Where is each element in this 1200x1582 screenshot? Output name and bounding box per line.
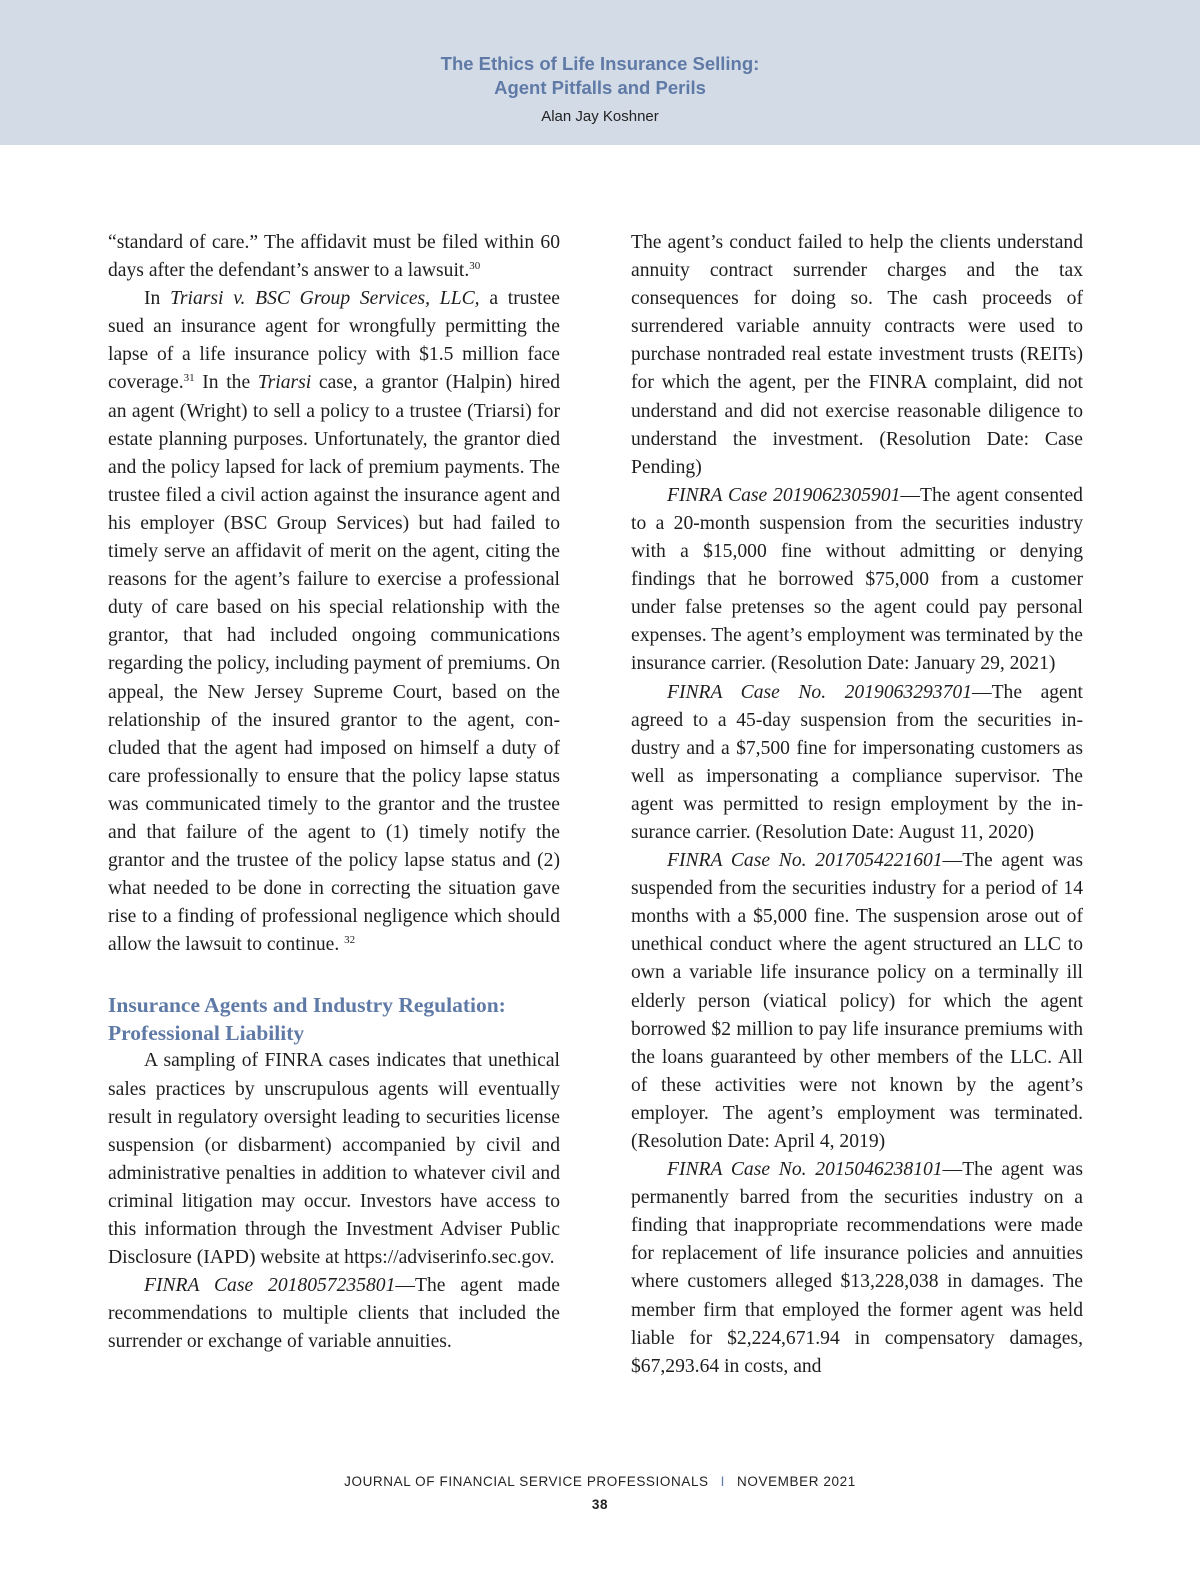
paragraph-finra-sampling: A sampling of FINRA cases indicates that unethical sales practices by unscrupulous agents will eventually result in regulatory oversight leading to securities license suspension (or disbarment) accompanied by civil and administrative penalties in addition to whatever civil and criminal litigation may occur. Investors have access to this information through the Investment Adviser Public Disclosure (IAPD) website at https://adviserinfo.sec.gov. [108, 1050, 560, 1269]
paragraph-finra-case-2019063293701: FINRA Case No. 2019063293701—The agent agreed to a 45-day suspension from the securities industry and a $7,500 fine for impersonating customers as well as impersonating a compliance supervisor. The agent was permitted to resign employment by the insurance carrier. (Resolution Date: August 11, 2020) [631, 681, 1083, 843]
paragraph-annuity-conduct: The agent’s conduct failed to help the clients understand annuity contract surrender charges and the tax consequences for doing so. The cash proceeds of surrendered variable annuity contracts were used to purchase nontraded real estate investment trusts (REITs) for which the agent, per the FINRA complaint, did not understand and did not exercise reasonable diligence to understand the investment. (Resolution Date: Case Pending) [631, 232, 1083, 478]
case-id: FINRA Case No. 2015046238101 [667, 1159, 943, 1181]
section-heading: Insurance Agents and Industry Regulation: Professional Liability [108, 993, 506, 1046]
journal-name: JOURNAL OF FINANCIAL SERVICE PROFESSIONALS [344, 1474, 709, 1489]
case-id: FINRA Case 2019062305901 [667, 484, 901, 506]
footnote-ref-30: 30 [469, 260, 481, 273]
paragraph-finra-case-2017054221601: FINRA Case No. 2017054221601—The agent was suspended from the securities industry for a period of 14 months with a $5,000 fine. The suspension arose out of unethical conduct where the agent structured an LLC to own a variable life insurance policy on a terminally ill elderly person (viatical policy) for which the agent borrowed $2 million to pay life insurance premiums with the loans guaranteed by other members of the LLC. All of these activities were not known by the agent’s employer. The agent’s employment was terminated. (Resolution Date: April 4, 2019) [631, 850, 1083, 1152]
page-footer [0, 1474, 1200, 1512]
left-column [108, 229, 560, 1356]
article-title-line-2: Agent Pitfalls and Perils [494, 77, 706, 98]
footer-journal-line [0, 1474, 1200, 1489]
paragraph-finra-case-2015046238101: FINRA Case No. 2015046238101—The agent was permanently barred from the securities industry on a finding that inappropriate recommendations were made for replacement of life insurance policies and annuities where customers alleged $13,228,038 in damages. The member firm that employed the former agent was held liable for $2,224,671.94 in compensatory damages, $67,293.64 in costs, and [631, 1159, 1083, 1377]
case-id: FINRA Case No. 2019063293701 [667, 681, 972, 703]
case-short-name-triarsi: Triarsi [257, 372, 312, 394]
footnote-ref-31: 31 [183, 372, 195, 385]
case-name-triarsi: Triarsi v. BSC Group Services, LLC, [170, 288, 480, 310]
running-header [0, 0, 1200, 145]
case-id: FINRA Case No. 2017054221601 [667, 850, 943, 872]
paragraph-triarsi: In Triarsi v. BSC Group Services, LLC, a trustee sued an insurance agent for wrongfully permitting the lapse of a life insurance policy with $1.5 million face coverage.$^{31}$ In the Triarsi case, a grantor (Halpin) hired an agent (Wright) to sell a policy to a trustee (Triarsi) for estate planning purposes. Unfortunately, the grantor died and the policy lapsed for lack of premium payments. The trustee filed a civil action against the insurance agent and his employer (BSC Group Services) but had failed to timely serve an affidavit of merit on the agent, citing the reasons for the agent’s failure to exercise a professional duty of care based on his special relationship with the grantor, that had included ongoing communications regarding the policy, including payment of premiums. On appeal, the New Jersey Supreme Court, based on the relationship of the insured grantor to the agent, concluded that the agent had imposed on himself a duty of care professionally to ensure that the policy lapse status was communicated timely to the grantor and the trustee and that failure of the agent to (1) timely notify the grantor and the trustee of the policy lapse status and (2) what needed to be done in correcting the situation gave rise to a finding of professional negligence which should allow the lawsuit to continue. $^{32}$ [108, 288, 560, 956]
paragraph-finra-case-2018057235801: FINRA Case 2018057235801—The agent made recommendations to multiple clients that included the surrender or exchange of variable annuities. [108, 1275, 560, 1353]
footnote-ref-32: 32 [344, 934, 356, 947]
article-title-line-1: The Ethics of Life Insurance Selling: [440, 53, 760, 74]
article-author: Alan Jay Koshner [541, 108, 659, 125]
paragraph-affidavit: “standard of care.” The affidavit must be filed within 60 days after the defendant’s answer to a lawsuit.$^{30}$ [108, 232, 560, 282]
paragraph-finra-case-2019062305901: FINRA Case 2019062305901—The agent consented to a 20-month suspension from the securities industry with a $15,000 fine without admitting or denying findings that he borrowed $75,000 from a customer under false pretenses so the agent could pay personal expenses. The agent’s employment was terminated by the insurance carrier. (Resolution Date: January 29, 2021) [631, 484, 1083, 675]
case-id: FINRA Case 2018057235801 [144, 1275, 396, 1297]
right-column [631, 229, 1083, 1381]
issue-date: NOVEMBER 2021 [737, 1474, 856, 1489]
page-number: 38 [591, 1497, 609, 1512]
footer-separator: I [720, 1474, 726, 1489]
